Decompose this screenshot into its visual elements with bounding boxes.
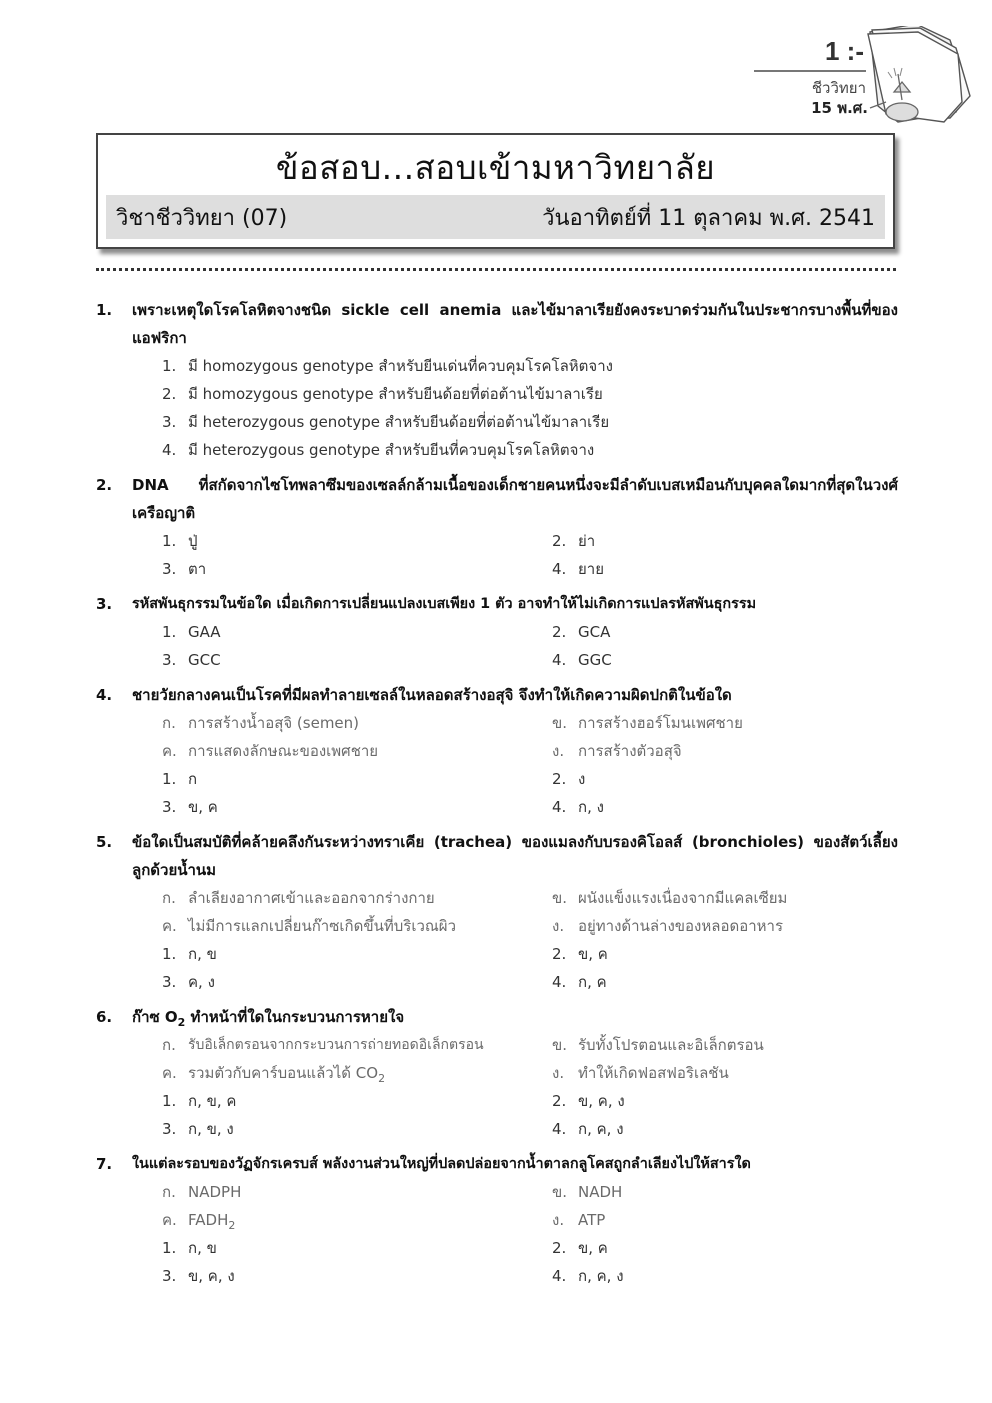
exam-info-band: [106, 195, 885, 239]
question-text: รหัสพันธุกรรมในข้อใด เมื่อเกิดการเปลี่ยนแปลงเบสเพียง 1 ตัว อาจทำให้ไม่เกิดการแปลรหัสพันธุกรรม: [132, 596, 757, 612]
statement-item: ค. ไม่มีการแลกเปลี่ยนก๊าซเกิดขึ้นที่บริเวณผิว: [162, 917, 456, 935]
question-number: 3.: [96, 595, 113, 613]
answer-options: [96, 618, 898, 674]
statement-item: ก. NADPH: [162, 1183, 242, 1201]
papers-cartoon-icon: [858, 26, 988, 130]
answer-option[interactable]: 3. ค, ง: [162, 973, 215, 991]
answer-option[interactable]: 2. ข, ค: [552, 1239, 608, 1257]
question-1: [96, 296, 898, 464]
answer-option[interactable]: 2. ย่า: [552, 532, 596, 550]
page-number: 1 :-: [825, 36, 864, 66]
statement-item: ง. การสร้างตัวอสุจิ: [552, 742, 682, 760]
question-text: เพราะเหตุใดโรคโลหิตจางชนิด sickle cell anemia และไข้มาลาเรียยังคงระบาดร่วมกันในประชากรบางพื้นที่ของแอฟริกา: [132, 301, 898, 347]
statement-item: ง. ทำให้เกิดฟอสฟอริเลชัน: [552, 1064, 729, 1082]
answer-option[interactable]: 2. ข, ค, ง: [552, 1092, 625, 1110]
answer-option[interactable]: 4. GGC: [552, 651, 612, 669]
question-text: ก๊าซ $O_2$ ทำหน้าที่ใดในกระบวนการหายใจ: [132, 1008, 405, 1029]
answer-option[interactable]: 3. มี heterozygous genotype สำหรับยีนด้อยที่ต่อต้านไข้มาลาเรีย: [162, 413, 610, 431]
answer-options: [96, 1234, 898, 1290]
badge-year: 15 พ.ศ.: [811, 99, 868, 117]
statement-options: [96, 1178, 898, 1234]
statement-item: ค. รวมตัวกับคาร์บอนแล้วได้ $CO_2$: [162, 1064, 386, 1085]
answer-options: [96, 527, 898, 583]
answer-options: [96, 765, 898, 821]
answer-option[interactable]: 4. ก, ค, ง: [552, 1267, 624, 1285]
answer-option[interactable]: 4. ก, ค, ง: [552, 1120, 624, 1138]
answer-option[interactable]: 1. ปู่: [162, 532, 198, 550]
exam-title: ข้อสอบ...สอบเข้ามหาวิทยาลัย: [275, 148, 716, 187]
question-number: 1.: [96, 301, 113, 319]
exam-subject: วิชาชีววิทยา (07): [116, 205, 288, 231]
answer-option[interactable]: 1. GAA: [162, 623, 221, 641]
answer-option[interactable]: 1. ก: [162, 770, 198, 788]
statement-item: ค. การแสดงลักษณะของเพศชาย: [162, 742, 379, 760]
badge-subject: ชีววิทยา: [811, 79, 866, 97]
question-number: 4.: [96, 686, 113, 704]
answer-option[interactable]: 1. ก, ข: [162, 1239, 217, 1257]
statement-item: ข. NADH: [552, 1183, 623, 1201]
question-number: 5.: [96, 833, 113, 851]
page-badge: [748, 30, 988, 130]
answer-option[interactable]: 3. ข, ค, ง: [162, 1267, 235, 1285]
question-6: [96, 1003, 898, 1143]
question-number: 6.: [96, 1008, 113, 1026]
statement-item: ก. รับอิเล็กตรอนจากกระบวนการถ่ายทอดอิเล็กตรอน: [162, 1036, 484, 1054]
answer-option[interactable]: 3. GCC: [162, 651, 221, 669]
question-4: [96, 681, 898, 821]
answer-option[interactable]: 1. มี homozygous genotype สำหรับยีนเด่นที่ควบคุมโรคโลหิตจาง: [162, 357, 613, 375]
statement-item: ก. ลำเลียงอากาศเข้าและออกจากร่างกาย: [162, 889, 435, 907]
question-5: [96, 828, 898, 996]
statement-item: ค. $FADH_2$: [162, 1211, 236, 1232]
answer-option[interactable]: 4. ยาย: [552, 560, 605, 578]
question-text: ในแต่ละรอบของวัฏจักรเครบส์ พลังงานส่วนใหญ่ที่ปลดปล่อยจากน้ำตาลกลูโคสถูกลำเลียงไปให้สารใด: [132, 1156, 751, 1172]
dotted-divider: [96, 268, 896, 271]
statement-item: ก. การสร้างน้ำอสุจิ (semen): [162, 714, 360, 732]
statement-item: ข. รับทั้งโปรตอนและอิเล็กตรอน: [552, 1036, 764, 1054]
statement-options: [96, 1031, 898, 1087]
statement-options: [96, 709, 898, 765]
answer-option[interactable]: 4. ก, ง: [552, 798, 604, 816]
answer-options: [96, 352, 898, 464]
question-text: DNA ที่สกัดจากไซโทพลาซึมของเซลล์กล้ามเนื้อของเด็กชายคนหนึ่งจะมีลำดับเบสเหมือนกับบุคคลใดมากที่สุดในวงศ์เครือญาติ: [132, 476, 898, 522]
question-text: ชายวัยกลางคนเป็นโรคที่มีผลทำลายเซลล์ในหลอดสร้างอสุจิ จึงทำให้เกิดความผิดปกติในข้อใด: [132, 686, 732, 704]
answer-option[interactable]: 4. ก, ค: [552, 973, 607, 991]
statement-item: ง. อยู่ทางด้านล่างของหลอดอาหาร: [552, 917, 784, 935]
answer-option[interactable]: 2. GCA: [552, 623, 611, 641]
answer-option[interactable]: 3. ก, ข, ง: [162, 1120, 234, 1138]
statement-item: ง. ATP: [552, 1211, 606, 1229]
question-7: [96, 1150, 898, 1290]
answer-option[interactable]: 1. ก, ข: [162, 945, 217, 963]
answer-options: [96, 1087, 898, 1143]
question-number: 7.: [96, 1155, 113, 1173]
answer-option[interactable]: 4. มี heterozygous genotype สำหรับยีนที่ควบคุมโรคโลหิตจาง: [162, 441, 595, 459]
exam-header: [96, 133, 895, 249]
statement-item: ข. ผนังแข็งแรงเนื่องจากมีแคลเซียม: [552, 889, 788, 907]
answer-option[interactable]: 2. ง: [552, 770, 586, 788]
answer-options: [96, 940, 898, 996]
answer-option[interactable]: 2. มี homozygous genotype สำหรับยีนด้อยที่ต่อต้านไข้มาลาเรีย: [162, 385, 603, 403]
answer-option[interactable]: 2. ข, ค: [552, 945, 608, 963]
statement-options: [96, 884, 898, 940]
badge-divider: [754, 70, 866, 72]
question-list: [96, 296, 898, 1297]
answer-option[interactable]: 3. ตา: [162, 560, 207, 578]
question-text: ข้อใดเป็นสมบัติที่คล้ายคลึงกันระหว่างทราเคีย (trachea) ของแมลงกับบรองคิโอลส์ (bronchioles) ของสัตว์เลี้ยงลูกด้วยน้ำนม: [132, 833, 898, 879]
exam-date: วันอาทิตย์ที่ 11 ตุลาคม พ.ศ. 2541: [542, 205, 875, 231]
question-number: 2.: [96, 476, 113, 494]
question-3: [96, 590, 898, 674]
answer-option[interactable]: 3. ข, ค: [162, 798, 218, 816]
question-2: [96, 471, 898, 583]
statement-item: ข. การสร้างฮอร์โมนเพศชาย: [552, 714, 743, 732]
answer-option[interactable]: 1. ก, ข, ค: [162, 1092, 237, 1110]
